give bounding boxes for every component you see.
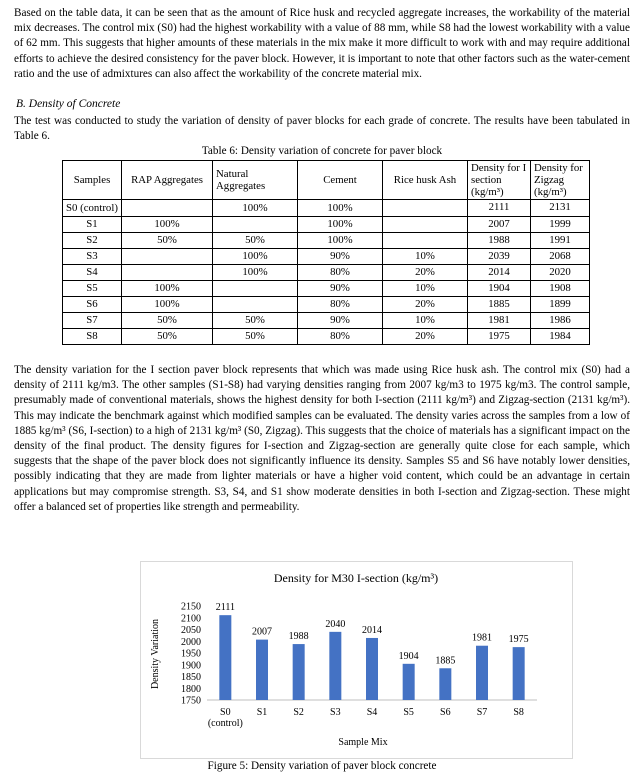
cell-natural: 100% bbox=[213, 249, 298, 265]
table-row bbox=[63, 313, 590, 329]
cell-rap: 50% bbox=[122, 329, 213, 345]
cell-density-i: 2039 bbox=[468, 249, 531, 265]
cell-cement: 90% bbox=[298, 281, 383, 297]
bar-s8 bbox=[513, 647, 525, 700]
y-axis-label: Density Variation bbox=[150, 618, 161, 690]
y-tick-label: 1900 bbox=[181, 660, 201, 672]
cell-rha: 20% bbox=[383, 329, 468, 345]
cell-cement: 100% bbox=[298, 233, 383, 249]
header-rap: RAP Aggregates bbox=[122, 161, 213, 200]
x-tick-label: S0 bbox=[220, 707, 231, 718]
cell-density-zigzag: 1999 bbox=[531, 217, 590, 233]
cell-density-i: 1904 bbox=[468, 281, 531, 297]
table-row bbox=[63, 265, 590, 281]
cell-density-i: 2111 bbox=[468, 200, 531, 217]
cell-natural: 50% bbox=[213, 233, 298, 249]
table-row bbox=[63, 200, 590, 217]
cell-sample: S6 bbox=[63, 297, 122, 313]
cell-sample: S0 (control) bbox=[63, 200, 122, 217]
cell-natural bbox=[213, 297, 298, 313]
cell-natural bbox=[213, 217, 298, 233]
cell-sample: S2 bbox=[63, 233, 122, 249]
data-label: 2007 bbox=[252, 626, 272, 638]
cell-rha bbox=[383, 217, 468, 233]
cell-natural: 50% bbox=[213, 329, 298, 345]
data-label: 2111 bbox=[215, 602, 235, 614]
y-tick-label: 2100 bbox=[181, 613, 201, 625]
data-label: 1988 bbox=[288, 631, 309, 643]
y-tick-label: 2150 bbox=[181, 601, 201, 613]
figure-caption: Figure 5: Density variation of paver block concrete bbox=[207, 760, 437, 772]
cell-natural: 100% bbox=[213, 200, 298, 217]
bar-s3 bbox=[329, 632, 341, 700]
cell-sample: S5 bbox=[63, 281, 122, 297]
paragraph-workability: Based on the table data, it can be seen that as the amount of Rice husk and recycled aggregate increases, the workability of the material mix decreases. The control mix (S0) had the highest workability with a value of 88 mm, while S8 had the lowest workability with a value of 62 mm. This suggests that higher amounts of these materials in the mix make it more difficult to work with and may require additional efforts to achieve the desired consistency for the paver block. However, it is important to note that other factors such as the water-cement ratio and the use of admixtures can also affect the workability of the concrete material mix. bbox=[14, 7, 630, 80]
cell-rha: 10% bbox=[383, 249, 468, 265]
data-label: 1981 bbox=[472, 632, 492, 644]
header-samples: Samples bbox=[63, 161, 122, 200]
y-tick-label: 1800 bbox=[181, 683, 201, 695]
y-tick-label: 1750 bbox=[181, 695, 201, 707]
cell-cement: 100% bbox=[298, 200, 383, 217]
header-natural: Natural Aggregates bbox=[213, 161, 298, 200]
x-tick-label: S3 bbox=[330, 707, 341, 718]
y-tick-label: 2050 bbox=[181, 625, 201, 636]
x-axis-label: Sample Mix bbox=[338, 737, 388, 748]
cell-density-i: 1975 bbox=[468, 329, 531, 345]
cell-rap bbox=[122, 249, 213, 265]
cell-cement: 80% bbox=[298, 265, 383, 281]
cell-sample: S7 bbox=[63, 313, 122, 329]
x-tick-label: S8 bbox=[513, 707, 524, 718]
x-tick-label: S2 bbox=[293, 707, 304, 718]
bar-s1 bbox=[256, 640, 268, 700]
paragraph-density-analysis: The density variation for the I section paver block represents that which was made using Rice husk ash. The control mix (S0) had a density of 2111 kg/m3. The other samples (S1-S8) had varying densities ranging from 2007 kg/m3 to 1975 kg/m3. The control sample, presumably made of conventional materials, shows the highest density for both I-section (2111 kg/m³) and Zigzag-section (2131 kg/m³). This may indicate the benchmark against which modified samples can be evaluated. The density varies across the samples from a low of 1885 kg/m³ (S6, I-section) to a high of 2131 kg/m³ (S0, Zigzag). This suggests that the choice of materials has a significant impact on the density of the final product. The density figures for I-section and Zigzag-section are generally quite close for each sample, which suggests that the shape of the paver block does not significantly influence its density. Samples S5 and S6 have notably lower densities, possibly indicating that they are made from lighter materials or have a higher void content, which could be an advantage in certain applications but may compromise strength. S3, S4, and S1 show moderate densities in both I-section and Zigzag-section. These might offer a balanced set of properties like strength and permeability. bbox=[14, 364, 630, 513]
cell-rha: 20% bbox=[383, 297, 468, 313]
cell-rap bbox=[122, 200, 213, 217]
density-table bbox=[62, 160, 590, 345]
cell-density-i: 1988 bbox=[468, 233, 531, 249]
cell-sample: S1 bbox=[63, 217, 122, 233]
cell-rha bbox=[383, 233, 468, 249]
bar-s5 bbox=[403, 664, 415, 700]
cell-cement: 100% bbox=[298, 217, 383, 233]
cell-cement: 80% bbox=[298, 329, 383, 345]
data-label: 1904 bbox=[398, 650, 419, 662]
bar-s7 bbox=[476, 646, 488, 700]
cell-natural: 50% bbox=[213, 313, 298, 329]
table-row bbox=[63, 329, 590, 345]
cell-rha bbox=[383, 200, 468, 217]
cell-rap: 100% bbox=[122, 281, 213, 297]
section-heading-density: B. Density of Concrete bbox=[16, 98, 121, 110]
cell-density-i: 2007 bbox=[468, 217, 531, 233]
cell-density-i: 2014 bbox=[468, 265, 531, 281]
cell-rha: 20% bbox=[383, 265, 468, 281]
bar-s6 bbox=[439, 668, 451, 700]
x-tick-label: S7 bbox=[476, 707, 488, 718]
cell-density-zigzag: 1986 bbox=[531, 313, 590, 329]
cell-cement: 90% bbox=[298, 249, 383, 265]
table-caption: Table 6: Density variation of concrete for paver block bbox=[201, 145, 443, 157]
x-tick-label: S6 bbox=[440, 707, 451, 718]
cell-rap: 50% bbox=[122, 313, 213, 329]
data-label: 2040 bbox=[325, 618, 346, 630]
cell-density-i: 1981 bbox=[468, 313, 531, 329]
table-row bbox=[63, 249, 590, 265]
cell-density-zigzag: 1984 bbox=[531, 329, 590, 345]
cell-sample: S3 bbox=[63, 249, 122, 265]
x-tick-label: (control) bbox=[207, 718, 243, 729]
cell-natural: 100% bbox=[213, 265, 298, 281]
x-tick-label: S1 bbox=[256, 707, 268, 718]
table-header-row bbox=[63, 161, 590, 200]
cell-cement: 90% bbox=[298, 313, 383, 329]
cell-sample: S4 bbox=[63, 265, 122, 281]
cell-rap: 100% bbox=[122, 297, 213, 313]
header-cement: Cement bbox=[298, 161, 383, 200]
cell-rap bbox=[122, 265, 213, 281]
y-tick-label: 1950 bbox=[181, 648, 201, 660]
paragraph-density-intro: The test was conducted to study the variation of density of paver blocks for each grade of concrete. The results have been tabulated in Table 6. bbox=[14, 115, 630, 143]
x-tick-label: S5 bbox=[403, 707, 414, 718]
cell-rap: 50% bbox=[122, 233, 213, 249]
header-rha: Rice husk Ash bbox=[383, 161, 468, 200]
cell-cement: 80% bbox=[298, 297, 383, 313]
y-tick-label: 1850 bbox=[181, 672, 201, 683]
cell-density-i: 1885 bbox=[468, 297, 531, 313]
chart-title: Density for M30 I-section (kg/m³) bbox=[273, 571, 439, 585]
cell-rha: 10% bbox=[383, 281, 468, 297]
bar-s4 bbox=[366, 638, 378, 700]
data-label: 1975 bbox=[508, 634, 529, 646]
cell-density-zigzag: 2068 bbox=[531, 249, 590, 265]
y-tick-label: 2000 bbox=[181, 636, 201, 648]
header-density-zigzag: Density for Zigzag (kg/m³) bbox=[531, 161, 590, 200]
header-density-i: Density for I section (kg/m³) bbox=[468, 161, 531, 200]
cell-rha: 10% bbox=[383, 313, 468, 329]
table-row bbox=[63, 297, 590, 313]
x-tick-label: S4 bbox=[366, 707, 378, 718]
data-label: 2014 bbox=[362, 624, 382, 636]
chart-svg bbox=[141, 562, 572, 758]
table-row bbox=[63, 281, 590, 297]
cell-density-zigzag: 2131 bbox=[531, 200, 590, 217]
bar-s0 bbox=[219, 615, 231, 700]
table-row bbox=[63, 233, 590, 249]
cell-rap: 100% bbox=[122, 217, 213, 233]
cell-density-zigzag: 2020 bbox=[531, 265, 590, 281]
density-chart bbox=[140, 561, 573, 759]
bar-s2 bbox=[293, 644, 305, 700]
cell-sample: S8 bbox=[63, 329, 122, 345]
table-row bbox=[63, 217, 590, 233]
cell-density-zigzag: 1991 bbox=[531, 233, 590, 249]
data-label: 1885 bbox=[435, 655, 456, 667]
cell-natural bbox=[213, 281, 298, 297]
cell-density-zigzag: 1899 bbox=[531, 297, 590, 313]
cell-density-zigzag: 1908 bbox=[531, 281, 590, 297]
